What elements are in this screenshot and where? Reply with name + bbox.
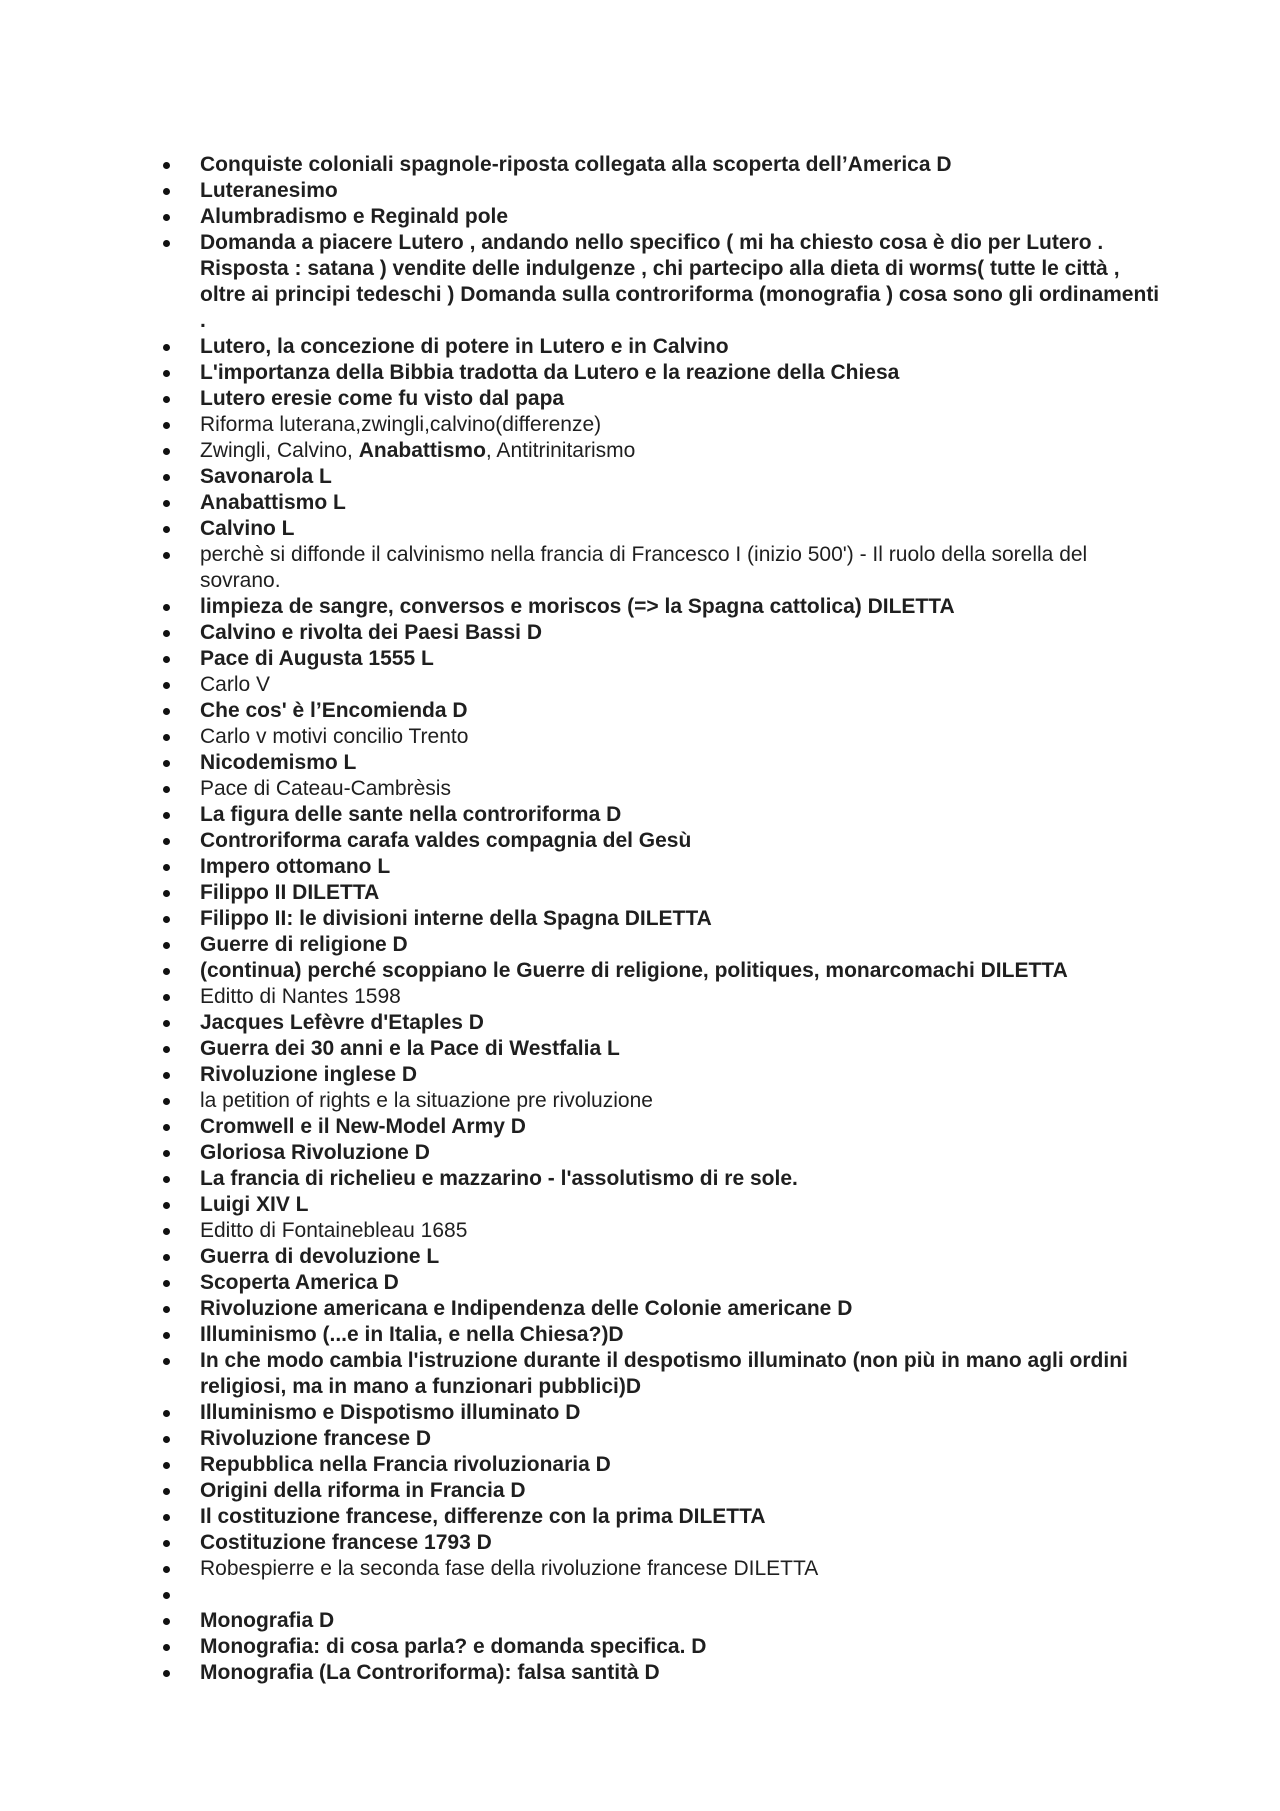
list-item	[160, 334, 1170, 360]
bullet-icon	[163, 1488, 170, 1495]
list-item-text: perchè si diffonde il calvinismo nella francia di Francesco I (inizio 500') - Il ruolo della sorella del sovrano.	[200, 543, 1088, 592]
list-item-text: Lutero, la concezione di potere in Lutero e in Calvino	[200, 335, 729, 358]
bullet-icon	[163, 786, 170, 793]
list-item-text: Luigi XIV L	[200, 1193, 309, 1216]
list-item	[160, 1140, 1170, 1166]
list-item-text: Nicodemismo L	[200, 751, 357, 774]
bullet-icon	[163, 500, 170, 507]
list-item-text: Filippo II DILETTA	[200, 881, 380, 904]
bullet-icon	[163, 1098, 170, 1105]
bullet-icon	[163, 1020, 170, 1027]
list-item-text: Monografia: di cosa parla? e domanda specifica. D	[200, 1635, 707, 1658]
list-item-text: Costituzione francese 1793 D	[200, 1531, 492, 1554]
list-item	[160, 1426, 1170, 1452]
list-item-text: Guerra di devoluzione L	[200, 1245, 440, 1268]
list-item	[160, 412, 1170, 438]
list-item	[160, 1062, 1170, 1088]
list-item-text: Luteranesimo	[200, 179, 338, 202]
list-item	[160, 360, 1170, 386]
bullet-icon	[163, 1566, 170, 1573]
bullet-icon	[163, 1670, 170, 1677]
list-item	[160, 438, 1170, 464]
list-item-text: Jacques Lefèvre d'Etaples D	[200, 1011, 484, 1034]
bullet-icon	[163, 474, 170, 481]
list-item-text-part: Anabattismo	[358, 439, 486, 462]
bullet-icon	[163, 1280, 170, 1287]
list-item-text: Lutero eresie come fu visto dal papa	[200, 387, 565, 410]
list-item-text: Carlo v motivi concilio Trento	[200, 725, 469, 748]
bullet-icon	[163, 552, 170, 559]
list-item-text: limpieza de sangre, conversos e moriscos (=> la Spagna cattolica) DILETTA	[200, 595, 955, 618]
list-item	[160, 1400, 1170, 1426]
bullet-icon	[163, 1644, 170, 1651]
list-item-text: Savonarola L	[200, 465, 332, 488]
bullet-icon	[163, 162, 170, 169]
list-item	[160, 802, 1170, 828]
bullet-icon	[163, 890, 170, 897]
list-item	[160, 1504, 1170, 1530]
bullet-icon	[163, 448, 170, 455]
list-item	[160, 516, 1170, 542]
list-item	[160, 1660, 1170, 1686]
list-item	[160, 1192, 1170, 1218]
bullet-icon	[163, 1436, 170, 1443]
list-item	[160, 1114, 1170, 1140]
list-item-text: Controriforma carafa valdes compagnia del Gesù	[200, 829, 692, 852]
list-item	[160, 1244, 1170, 1270]
list-item	[160, 1608, 1170, 1634]
list-item	[160, 1036, 1170, 1062]
bullet-icon	[163, 1306, 170, 1313]
list-item	[160, 776, 1170, 802]
list-item	[160, 672, 1170, 698]
list-item	[160, 152, 1170, 178]
list-item-text: Pace di Cateau-Cambrèsis	[200, 777, 451, 800]
list-item	[160, 984, 1170, 1010]
bullet-icon	[163, 630, 170, 637]
bullet-icon	[163, 1540, 170, 1547]
list-item-text-part: Zwingli, Calvino,	[200, 439, 359, 462]
list-item	[160, 1218, 1170, 1244]
bullet-icon	[163, 734, 170, 741]
bullet-icon	[163, 1618, 170, 1625]
list-item-text: Rivoluzione americana e Indipendenza delle Colonie americane D	[200, 1297, 853, 1320]
bullet-icon	[163, 1176, 170, 1183]
list-item	[160, 1556, 1170, 1582]
list-item	[160, 542, 1170, 594]
list-item-text: Editto di Fontainebleau 1685	[200, 1219, 468, 1242]
list-item-text: Filippo II: le divisioni interne della Spagna DILETTA	[200, 907, 712, 930]
bullet-icon	[163, 708, 170, 715]
bullet-icon	[163, 1202, 170, 1209]
list-item	[160, 750, 1170, 776]
bullet-icon	[163, 214, 170, 221]
bullet-icon	[163, 422, 170, 429]
list-item	[160, 490, 1170, 516]
list-item-text: Il costituzione francese, differenze con la prima DILETTA	[200, 1505, 766, 1528]
bullet-icon	[163, 1592, 170, 1599]
bullet-icon	[163, 1072, 170, 1079]
list-item	[160, 1478, 1170, 1504]
list-item-text: Conquiste coloniali spagnole-riposta collegata alla scoperta dell’America D	[200, 153, 952, 176]
list-item	[160, 646, 1170, 672]
list-item-text: Robespierre e la seconda fase della rivoluzione francese DILETTA	[200, 1557, 819, 1580]
bullet-icon	[163, 604, 170, 611]
list-item	[160, 1582, 1170, 1608]
list-item-text-part: , Antitrinitarismo	[485, 439, 636, 462]
bullet-icon	[163, 864, 170, 871]
bullet-icon	[163, 942, 170, 949]
bullet-icon	[163, 968, 170, 975]
bullet-icon	[163, 344, 170, 351]
bullet-icon	[163, 1254, 170, 1261]
list-item-text: Rivoluzione inglese D	[200, 1063, 418, 1086]
list-item	[160, 1452, 1170, 1478]
bullet-icon	[163, 1358, 170, 1365]
list-item-text: Guerre di religione D	[200, 933, 408, 956]
bullet-icon	[163, 1332, 170, 1339]
list-item-text: Gloriosa Rivoluzione D	[200, 1141, 430, 1164]
list-item	[160, 230, 1170, 334]
list-item-text: Monografia (La Controriforma): falsa santità D	[200, 1661, 660, 1684]
list-item-text: Calvino e rivolta dei Paesi Bassi D	[200, 621, 542, 644]
list-item	[160, 698, 1170, 724]
list-item-text: Guerra dei 30 anni e la Pace di Westfalia L	[200, 1037, 620, 1060]
list-item-text: Calvino L	[200, 517, 295, 540]
list-item-text: In che modo cambia l'istruzione durante il despotismo illuminato (non più in mano agli ordini religiosi, ma in mano a funzionari pubblici)D	[200, 1349, 1128, 1398]
list-item-text: L'importanza della Bibbia tradotta da Lutero e la reazione della Chiesa	[200, 361, 900, 384]
list-item	[160, 1166, 1170, 1192]
list-item-text: Editto di Nantes 1598	[200, 985, 401, 1008]
list-item	[160, 386, 1170, 412]
list-item	[160, 958, 1170, 984]
list-item-text: Origini della riforma in Francia D	[200, 1479, 526, 1502]
list-item-text: Illuminismo e Dispotismo illuminato D	[200, 1401, 581, 1424]
list-item-text: Rivoluzione francese D	[200, 1427, 432, 1450]
list-item-text: Scoperta America D	[200, 1271, 399, 1294]
bullet-icon	[163, 994, 170, 1001]
list-item	[160, 1296, 1170, 1322]
list-item	[160, 204, 1170, 230]
list-item	[160, 1010, 1170, 1036]
list-item-text: Riforma luterana,zwingli,calvino(differenze)	[200, 413, 602, 436]
bullet-icon	[163, 1124, 170, 1131]
list-item	[160, 620, 1170, 646]
list-item-text: La francia di richelieu e mazzarino - l'assolutismo di re sole.	[200, 1167, 798, 1190]
bullet-icon	[163, 812, 170, 819]
list-item-text: Alumbradismo e Reginald pole	[200, 205, 509, 228]
list-item-text: Anabattismo L	[200, 491, 346, 514]
list-item-text: Repubblica nella Francia rivoluzionaria D	[200, 1453, 611, 1476]
bullet-icon	[163, 1150, 170, 1157]
list-item	[160, 1348, 1170, 1400]
bullet-icon	[163, 370, 170, 377]
list-item	[160, 906, 1170, 932]
bullet-icon	[163, 760, 170, 767]
list-item-text: (continua) perché scoppiano le Guerre di religione, politiques, monarcomachi DILETTA	[200, 959, 1068, 982]
bullet-icon	[163, 240, 170, 247]
list-item	[160, 178, 1170, 204]
bullet-icon	[163, 838, 170, 845]
list-item-text: Domanda a piacere Lutero , andando nello specifico ( mi ha chiesto cosa è dio per Lutero . Risposta : satana ) vendite delle indulgenze , chi partecipo alla dieta di worms( tutte le città , oltre ai principi tedeschi ) Domanda sulla controriforma (monografia ) cosa sono gli ordinamenti .	[200, 231, 1160, 332]
list-item-text: Che cos' è l’Encomienda D	[200, 699, 468, 722]
bullet-icon	[163, 682, 170, 689]
list-item	[160, 1088, 1170, 1114]
list-item	[160, 1322, 1170, 1348]
list-item	[160, 724, 1170, 750]
list-item	[160, 854, 1170, 880]
list-item	[160, 828, 1170, 854]
list-item-text: Pace di Augusta 1555 L	[200, 647, 434, 670]
list-item-text: Carlo V	[200, 673, 271, 696]
list-item	[160, 880, 1170, 906]
list-item	[160, 1270, 1170, 1296]
list-item-text: La figura delle sante nella controriforma D	[200, 803, 622, 826]
list-item-text: la petition of rights e la situazione pre rivoluzione	[200, 1089, 653, 1112]
list-item-text	[200, 438, 1170, 464]
bullet-icon	[163, 916, 170, 923]
bullet-icon	[163, 1462, 170, 1469]
list-item-text: Cromwell e il New-Model Army D	[200, 1115, 526, 1138]
bullet-icon	[163, 1046, 170, 1053]
list-item	[160, 1634, 1170, 1660]
bullet-icon	[163, 526, 170, 533]
list-item-text: Illuminismo (...e in Italia, e nella Chiesa?)D	[200, 1323, 624, 1346]
bullet-icon	[163, 188, 170, 195]
list-item	[160, 464, 1170, 490]
bullet-icon	[163, 1410, 170, 1417]
bullet-icon	[163, 1514, 170, 1521]
list-item	[160, 594, 1170, 620]
list-item	[160, 1530, 1170, 1556]
bullet-icon	[163, 656, 170, 663]
bullet-icon	[163, 1228, 170, 1235]
topic-list	[160, 152, 1170, 1686]
list-item-text: Impero ottomano L	[200, 855, 391, 878]
bullet-icon	[163, 396, 170, 403]
list-item-text: Monografia D	[200, 1609, 335, 1632]
list-item	[160, 932, 1170, 958]
